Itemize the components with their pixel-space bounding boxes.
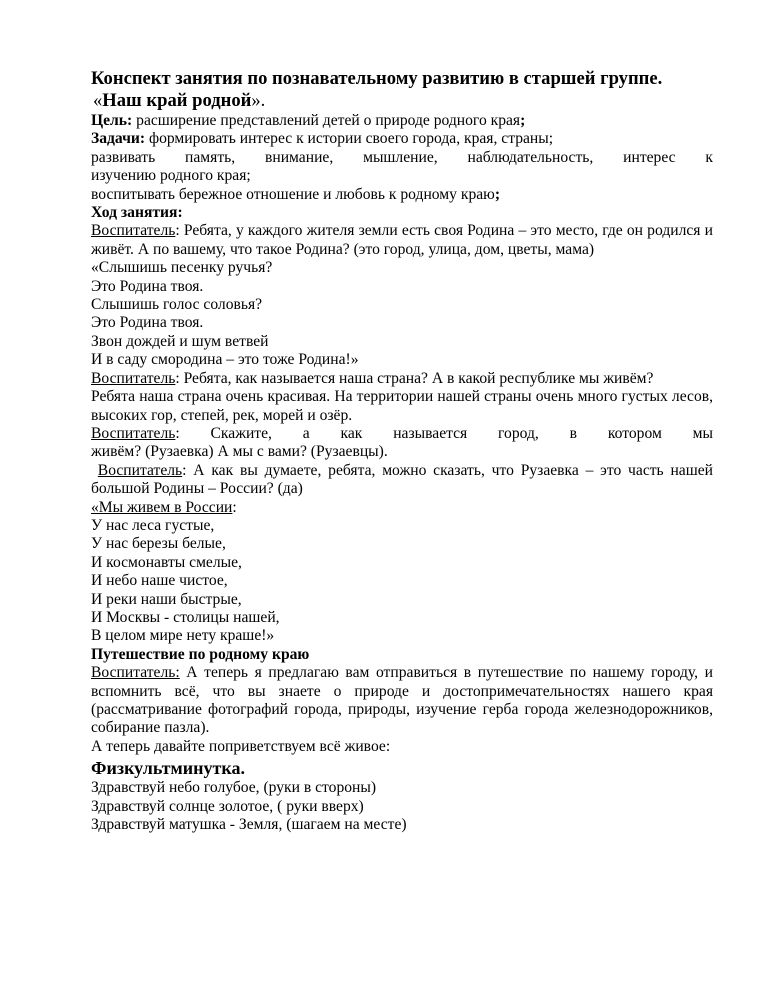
paragraph-1 <box>91 222 713 259</box>
teacher-label: Воспитатель <box>91 222 176 240</box>
goal-end: ; <box>520 112 526 129</box>
phys-heading: Физкультминутка. <box>91 758 245 779</box>
paragraph-6-text: А теперь я предлагаю вам отправиться в путешествие по нашему городу, и вспомнить всё, что вы знаете о природе и достопримечательностях нашего края (рассматривание фотографий города, природы, изучение герба города железнодорожников, собирание пазла). <box>91 664 713 737</box>
teacher-label: Воспитатель <box>91 369 176 387</box>
poem2-line: И космонавты смелые, <box>91 553 242 571</box>
poem2-line: В целом мире нету краше!» <box>91 627 275 645</box>
tasks-line-3-end: ; <box>494 185 501 203</box>
poem1-line: Звон дождей и шум ветвей <box>91 332 269 350</box>
tasks-line-2b: изучению родного края; <box>91 167 251 185</box>
tasks-line-3-text: воспитывать бережное отношение и любовь к родному краю <box>91 185 495 203</box>
tasks-line-3 <box>91 186 713 204</box>
poem1-line: И в саду смородина – это тоже Родина!» <box>91 351 359 369</box>
paragraph-1-text: : Ребята, у каждого жителя земли есть своя Родина – это место, где он родился и живёт. А по вашему, что такое Родина? (это город, улица, дом, цветы, мама) <box>91 222 713 258</box>
poem2-line: И Москвы - столицы нашей, <box>91 608 280 626</box>
goal-line <box>91 112 713 130</box>
document-content <box>91 68 713 834</box>
subtitle-close: ». <box>251 90 266 111</box>
journey-heading: Путешествие по родному краю <box>91 645 310 663</box>
document-title: Конспект занятия по познавательному развитию в старшей группе. <box>91 68 663 89</box>
phys-line: Здравствуй матушка - Земля, (шагаем на месте) <box>91 816 407 834</box>
phys-line: Здравствуй небо голубое, (руки в стороны) <box>91 779 377 797</box>
poem2-line: У нас леса густые, <box>91 516 215 534</box>
tasks-label: Задачи: <box>91 130 146 148</box>
paragraph-4b: живём? (Рузаевка) А мы с вами? (Рузаевцы). <box>91 443 388 461</box>
teacher-label-colon: Воспитатель: <box>91 664 180 682</box>
poem2-line: У нас березы белые, <box>91 535 226 553</box>
phys-line: Здравствуй солнце золотое, ( руки вверх) <box>91 797 364 815</box>
poem1-line: Это Родина твоя. <box>91 277 204 295</box>
poem1-line: Это Родина твоя. <box>91 314 204 332</box>
paragraph-2-text: : Ребята, как называется наша страна? А в какой республике мы живём? <box>175 369 654 387</box>
paragraph-4a <box>91 425 713 443</box>
teacher-label: Воспитатель <box>97 461 183 479</box>
teacher-label: Воспитатель <box>91 424 176 442</box>
poem1-line: Слышишь голос соловья? <box>91 296 263 314</box>
paragraph-5 <box>91 462 713 499</box>
subtitle-open-quote: « <box>93 90 103 111</box>
poem1-line: «Слышишь песенку ручья? <box>91 259 273 277</box>
poem2-title-text: «Мы живем в России <box>91 498 233 516</box>
poem2-title <box>91 499 713 517</box>
tasks-line-2a: развивать память, внимание, мышление, наблюдательность, интерес к <box>91 148 713 166</box>
paragraph-5-text: : А как вы думаете, ребята, можно сказать, что Рузаевка – это часть нашей большой Родины – России? (да) <box>91 461 713 498</box>
paragraph-7: А теперь давайте поприветствуем всё живое: <box>91 737 391 755</box>
paragraph-4a-text: : Скажите, а как называется город, в котором мы <box>175 424 713 442</box>
document-subtitle <box>93 90 713 112</box>
paragraph-2 <box>91 370 713 388</box>
paragraph-3: Ребята наша страна очень красивая. На территории нашей страны очень много густых лесов, высоких гор, степей, рек, морей и озёр. <box>91 388 713 424</box>
tasks-text: формировать интерес к истории своего города, края, страны; <box>145 130 554 148</box>
course-heading: Ход занятия: <box>91 204 183 222</box>
paragraph-6 <box>91 664 713 738</box>
tasks-line <box>91 130 713 148</box>
poem2-line: И реки наши быстрые, <box>91 590 242 608</box>
goal-label: Цель: <box>91 112 133 129</box>
poem2-line: И небо наше чистое, <box>91 572 228 590</box>
goal-text: расширение представлений детей о природе родного края <box>132 112 521 129</box>
poem2-title-colon: : <box>232 498 237 516</box>
subtitle-name: Наш край родной <box>102 90 252 111</box>
